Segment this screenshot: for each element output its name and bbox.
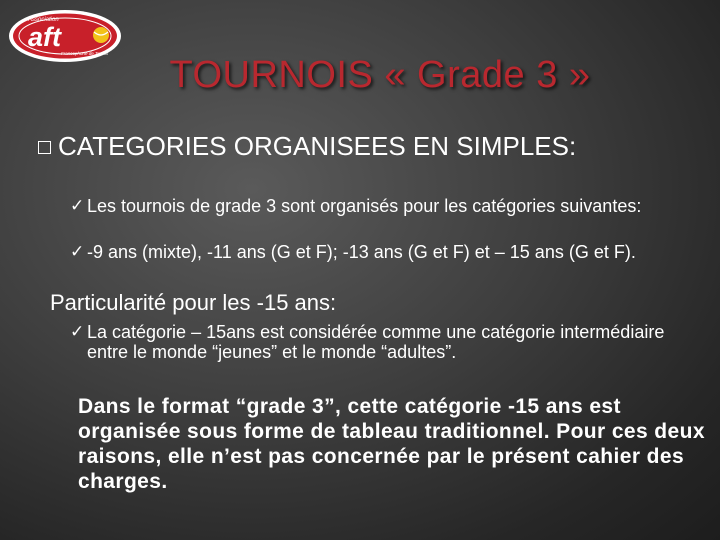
checkmark-icon: ✓ bbox=[70, 322, 85, 341]
sub-bullet bbox=[70, 242, 667, 262]
sub-bullet-text: -9 ans (mixte), -11 ans (G et F); -13 ans (G et F) et – 15 ans (G et F). bbox=[87, 242, 636, 262]
main-bullet-text: CATEGORIES ORGANISEES EN SIMPLES: bbox=[58, 131, 577, 161]
sub-bullet-text: Les tournois de grade 3 sont organisés pour les catégories suivantes: bbox=[87, 196, 642, 216]
section-heading: Particularité pour les -15 ans: bbox=[50, 290, 337, 315]
svg-text:aft: aft bbox=[28, 22, 61, 52]
bold-paragraph: Dans le format “grade 3”, cette catégorie -15 ans est organisée sous forme de tableau traditionnel. Pour ces deux raisons, elle n’est pas concernée par le présent cahier des charges. bbox=[78, 395, 705, 493]
sub-bullet-text: La catégorie – 15ans est considérée comme une catégorie intermédiaire entre le monde “jeunes” et le monde “adultes”. bbox=[87, 322, 665, 362]
checkmark-icon: ✓ bbox=[70, 196, 85, 215]
svg-text:Francophone de Tennis: Francophone de Tennis bbox=[61, 51, 109, 56]
hollow-square-icon bbox=[38, 141, 51, 154]
checkmark-icon: ✓ bbox=[70, 242, 85, 261]
sub-bullet bbox=[70, 196, 667, 216]
slide-title: TOURNOIS « Grade 3 » bbox=[169, 54, 591, 96]
svg-text:Association: Association bbox=[28, 17, 59, 23]
sub-bullet bbox=[70, 322, 667, 362]
main-bullet bbox=[58, 132, 658, 161]
